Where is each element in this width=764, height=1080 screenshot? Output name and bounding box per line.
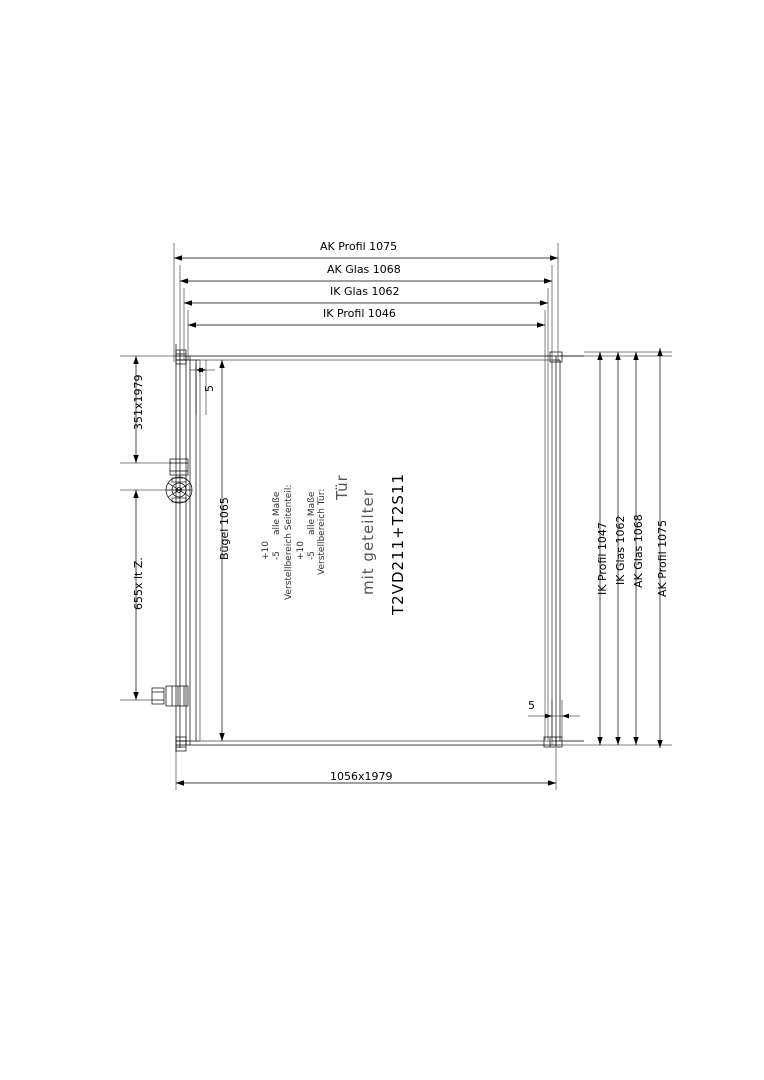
dimension-label-ak-profil-right: AK Profil 1075	[656, 519, 669, 597]
dimension-label-handle: Bügel 1065	[218, 497, 231, 560]
note-door-dim-label: alle Maße	[307, 491, 317, 535]
dimension-label-ik-glas-right: IK Glas 1062	[614, 515, 627, 585]
dimension-label-panel-lower: 655x lt Z.	[132, 557, 145, 610]
note-door-plus: +10	[296, 541, 306, 560]
title-line-2: mit geteilter	[359, 489, 377, 595]
dimension-label-ak-glas-top: AK Glas 1068	[327, 263, 401, 276]
title-line-3: Tür	[333, 474, 351, 500]
title-product-code: T2VD211+T2S11	[389, 472, 407, 615]
note-side-minus: -5	[272, 551, 282, 560]
dimension-label-gap-bottom: 5	[528, 699, 535, 712]
dimension-label-ik-profil-right: IK Profil 1047	[596, 522, 609, 595]
dimension-label-overall-bottom: 1056x1979	[330, 770, 393, 783]
note-side-dim-label: alle Maße	[272, 491, 282, 535]
dimension-label-gap-top: 5	[203, 385, 216, 392]
dimension-label-ak-glas-right: AK Glas 1068	[632, 514, 645, 588]
note-door-minus: -5	[307, 551, 317, 560]
dimension-label-ak-profil-top: AK Profil 1075	[320, 240, 398, 253]
dimension-label-ik-profil-top: IK Profil 1046	[323, 307, 396, 320]
dimension-label-ik-glas-top: IK Glas 1062	[330, 285, 400, 298]
note-door-title: Verstellbereich Tür:	[317, 488, 327, 575]
note-side-title: Verstellbereich Seitenteil:	[284, 484, 294, 600]
note-side-plus: +10	[261, 541, 271, 560]
dimension-label-panel-upper: 351x1979	[132, 374, 145, 430]
